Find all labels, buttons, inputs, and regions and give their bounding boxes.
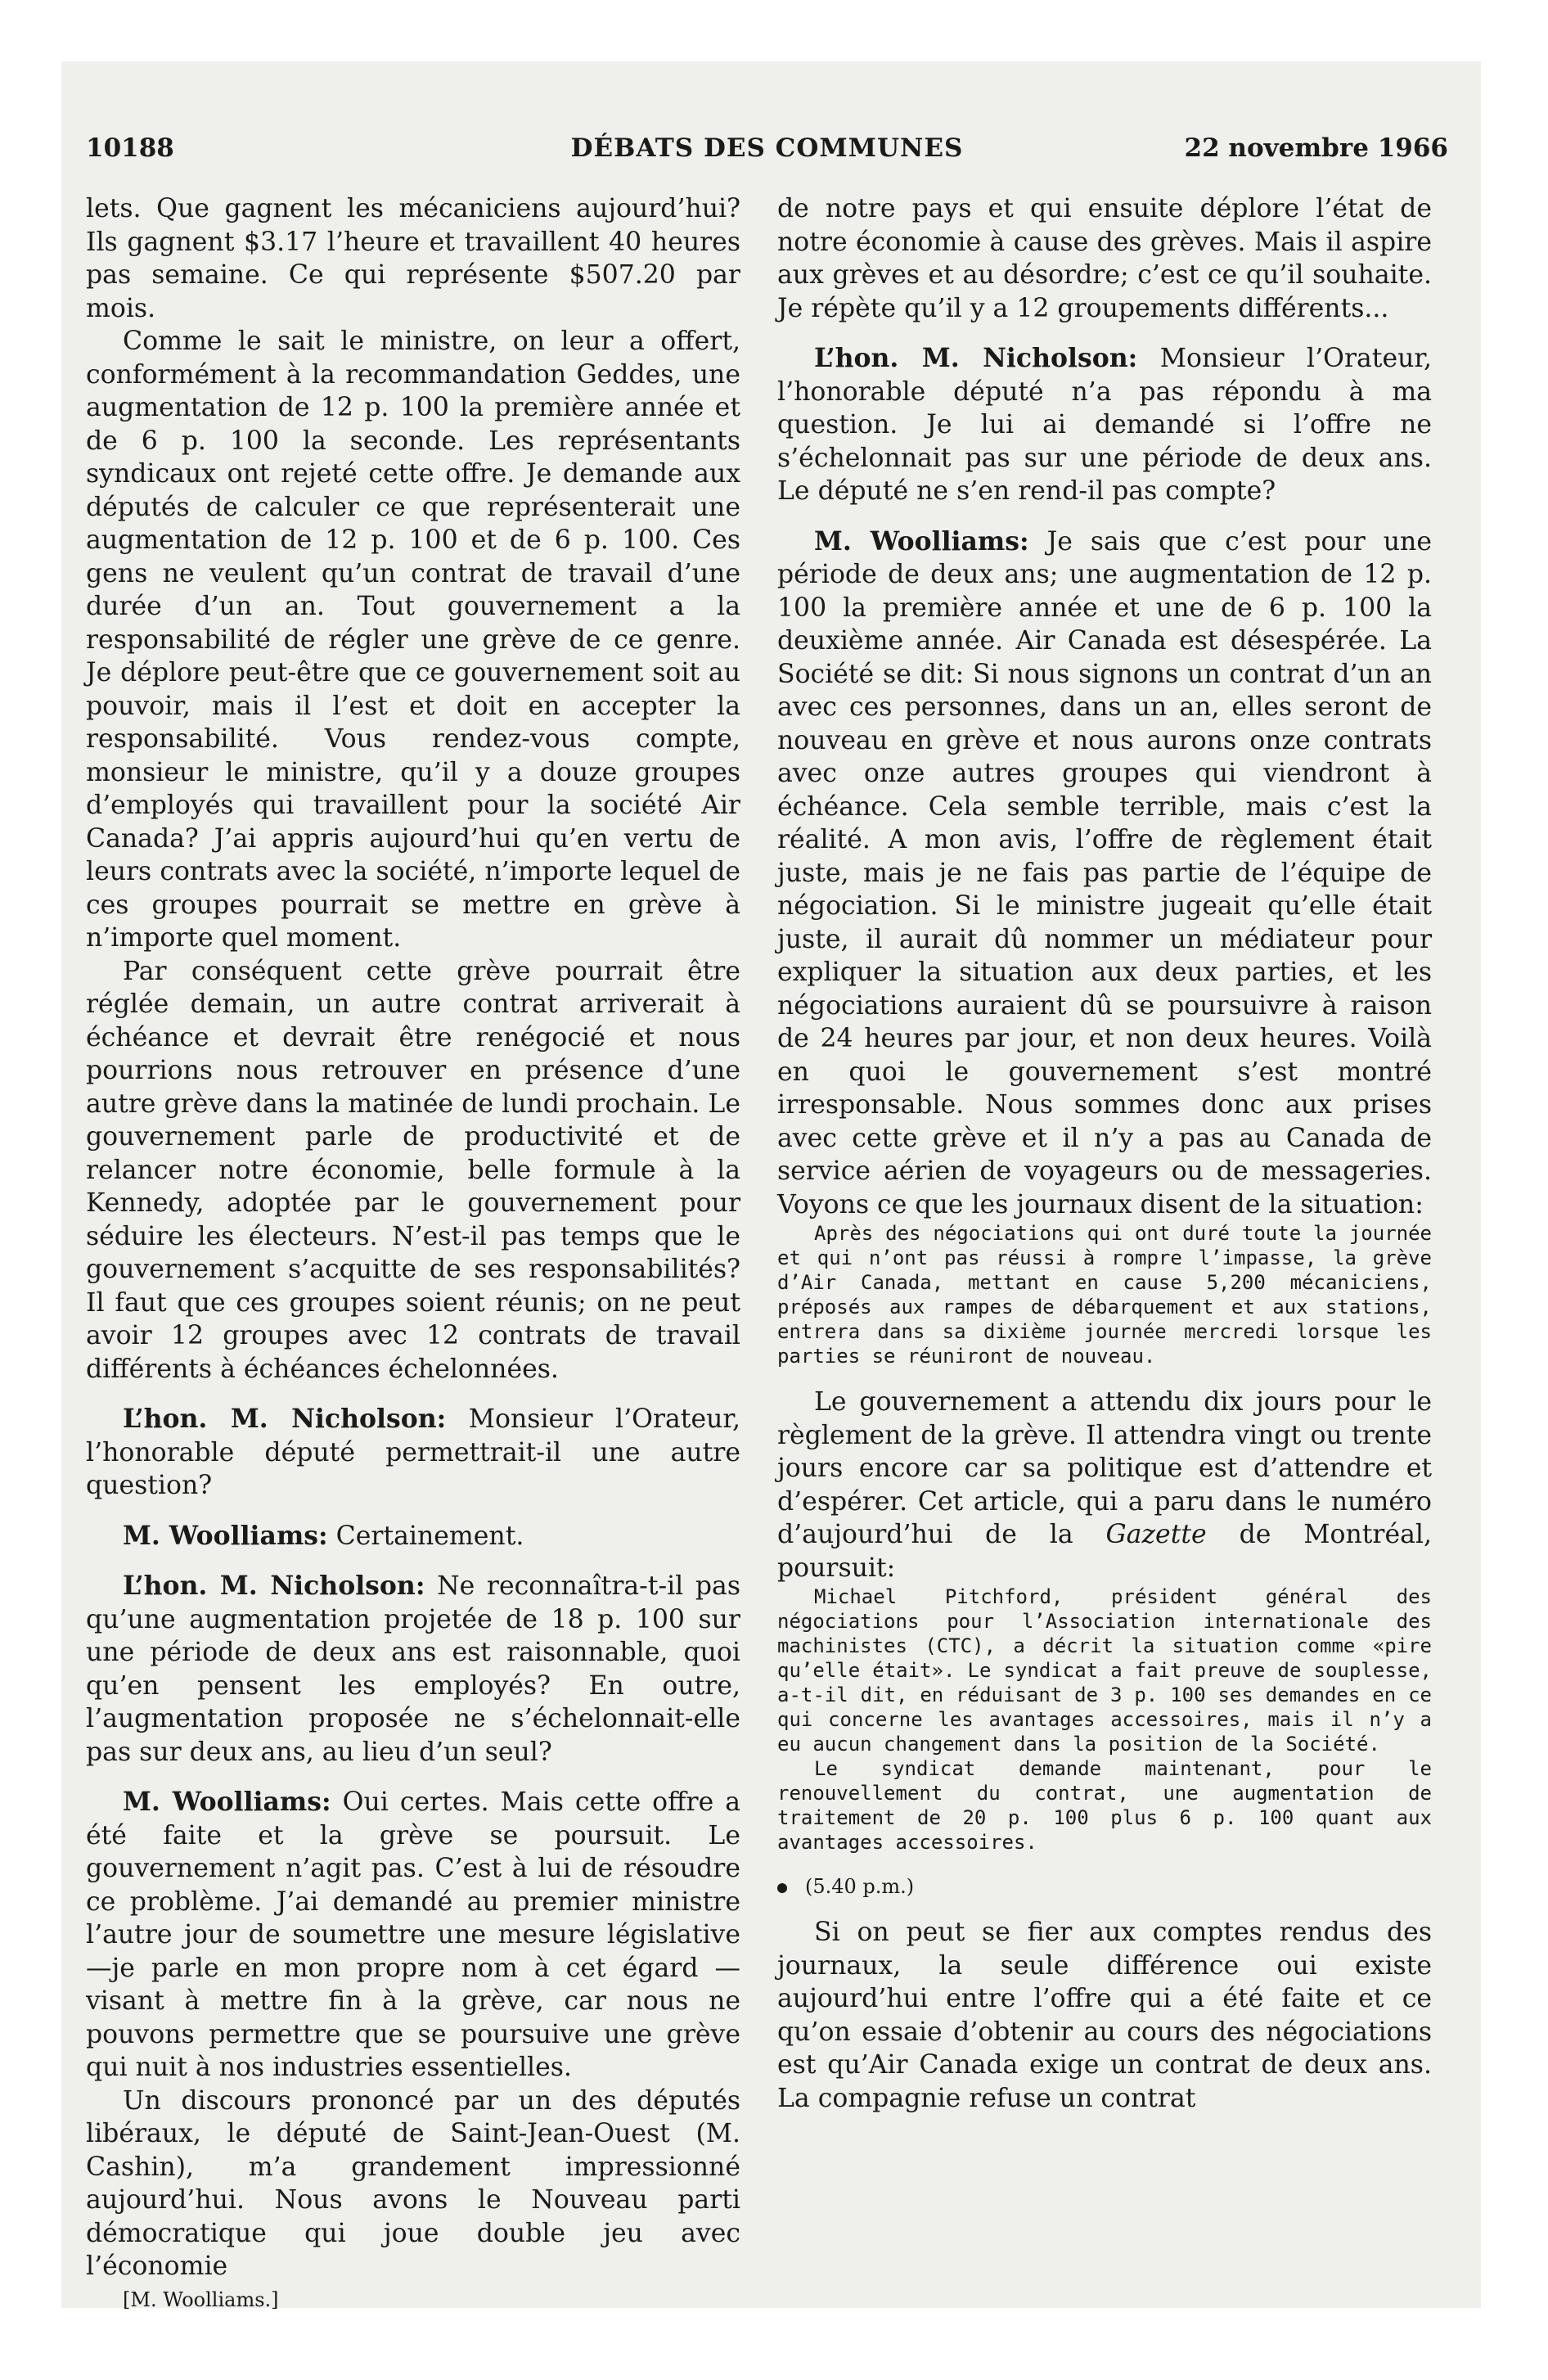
speech-text: Je sais que c’est pour une période de deux ans; une augmentation de 12 p. 100 la première année et une de 6 p. 100 la deuxième année. Air Canada est désespérée. La Société se dit: Si nous signons un contrat d’un an avec ces personnes, dans un an, elles seront de nouveau en grève et nous aurons onze contrats avec onze autres groupes qui viendront à échéance. Cela semble terrible, mais c’est la réalité. A mon avis, l’offre de règlement était juste, mais je ne fais pas partie de l’équipe de négociation. Si le ministre jugeait qu’elle était juste, il aurait dû nommer un médiateur pour expliquer la situation aux deux parties, et les négociations auraient dû se poursuivre à raison de 24 heures par jour, et non deux heures. Voilà en quoi le gouvernement s’est montré irresponsable. Nous sommes donc aux prises avec cette grève et il n’y a pas au Canada de service aérien de voyageurs ou de messageries. Voyons ce que les journaux disent de la situation:	[777, 526, 1432, 1219]
speaker-name: M. Woolliams:	[814, 525, 1029, 557]
speech-text: Certainement.	[335, 1521, 524, 1551]
publication-title: DÉBATS DES COMMUNES	[570, 133, 964, 163]
speech	[86, 1570, 740, 1769]
speech	[86, 1786, 740, 2085]
paragraph-text: Le gouvernement a attendu dix jours pour le règlement de la grève. Il attendra vingt ou trente jours encore car sa politique est d’attendre et d’espérer. Cet article, qui a paru dans le numéro d’aujourd’hui de la	[777, 1387, 1432, 1549]
paragraph: de notre pays et qui ensuite déplore l’état de notre économie à cause des grèves. Mais il aspire aux grèves et au désordre; c’est ce qu’il souhaite. Je répète qu’il y a 12 groupements différents...	[777, 194, 1432, 323]
left-column	[86, 192, 740, 2316]
paragraph: lets. Que gagnent les mécaniciens aujourd’hui? Ils gagnent $3.17 l’heure et travaillent 40 heures pas semaine. Ce qui représente $507.20 par mois.	[86, 194, 740, 323]
speaker-name: L’hon. M. Nicholson:	[814, 343, 1138, 373]
newspaper-quote: Le syndicat demande maintenant, pour le renouvellement du contrat, une augmentation de traitement de 20 p. 100 plus 6 p. 100 quant aux avantages accessoires.	[777, 1757, 1432, 1854]
speech	[777, 342, 1432, 508]
paragraph	[777, 1386, 1432, 1584]
speech-text: Oui certes. Mais cette offre a été faite et la grève se poursuit. Le gouvernement n’agit pas. C’est à lui de résoudre ce problème. J’ai demandé au premier ministre l’autre jour de soumettre une mesure législative—je parle en mon propre nom à cet égard —visant à mettre fin à la grève, car nous ne pouvons permettre que se poursuive une grève qui nuit à nos industries essentielles.	[86, 1787, 740, 2082]
speech	[86, 1403, 740, 1503]
bullet-icon	[777, 1883, 787, 1893]
speech	[86, 1520, 740, 1553]
page-sheet	[61, 61, 1481, 2311]
speaker-name: L’hon. M. Nicholson:	[123, 1571, 425, 1601]
speaker-signature: [M. Woolliams.]	[123, 2288, 279, 2311]
time-marker	[777, 1874, 1432, 1899]
paragraph-text: de Montréal, poursuit:	[777, 1520, 1432, 1583]
speech	[777, 525, 1432, 1222]
speech-text: Monsieur l’Orateur, l’honorable député permettrait-il une autre question?	[86, 1404, 740, 1500]
speech-text: Ne reconnaîtra-t-il pas qu’une augmentation projetée de 18 p. 100 sur une période de deux ans est raisonnable, quoi qu’en pensent les employés? En outre, l’augmentation proposée ne s’échelonnait-elle pas sur deux ans, au lieu d’un seul?	[86, 1571, 740, 1767]
speaker-name: L’hon. M. Nicholson:	[123, 1404, 447, 1434]
paragraph: Un discours prononcé par un des députés libéraux, le député de Saint-Jean-Ouest (M. Cashin), m’a grandement impressionné aujourd’hui. Nous avons le Nouveau parti démocratique qui joue double jeu avec l’économie	[86, 2085, 740, 2281]
paragraph: Si on peut se fier aux comptes rendus des journaux, la seule différence oui existe aujourd’hui entre l’offre qui a été faite et ce qu’on essaie d’obtenir au cours des négociations est qu’Air Canada exige un contrat de deux ans. La compagnie refuse un contrat	[777, 1918, 1432, 2113]
speech-text: Monsieur l’Orateur, l’honorable député n’a pas répondu à ma question. Je lui ai demandé si l’offre ne s’échelonnait pas sur une période de deux ans. Le député ne s’en rend-il pas compte?	[777, 344, 1432, 506]
page-date: 22 novembre 1966	[1184, 133, 1448, 163]
paragraph: Comme le sait le ministre, on leur a offert, conformément à la recommandation Geddes, une augmentation de 12 p. 100 la première année et de 6 p. 100 la seconde. Les représentants syndicaux ont rejeté cette offre. Je demande aux députés de calculer ce que représenterait une augmentation de 12 p. 100 et de 6 p. 100. Ces gens ne veulent qu’un contrat de travail d’une durée d’un an. Tout gouvernement a la responsabilité de régler une grève de ce genre. Je déplore peut-être que ce gouvernement soit au pouvoir, mais il l’est et doit en accepter la responsabilité. Vous rendez-vous compte, monsieur le ministre, qu’il y a douze groupes d’employés qui travaillent pour la société Air Canada? J’ai appris aujourd’hui qu’en vertu de leurs contrats avec la société, n’importe lequel de ces groupes pourrait se mettre en grève à n’importe quel moment.	[86, 327, 740, 953]
time-stamp: (5.40 p.m.)	[805, 1875, 915, 1898]
speaker-name: M. Woolliams:	[123, 1787, 331, 1817]
newspaper-quote: Après des négociations qui ont duré toute la journée et qui n’ont pas réussi à rompre l’impasse, la grève d’Air Canada, mettant en cause 5,200 mécaniciens, préposés aux rampes de débarquement et aux stations, entrera dans sa dixième journée mercredi lorsque les parties se réuniront de nouveau.	[777, 1222, 1432, 1368]
page-header	[86, 133, 1448, 174]
paragraph: Par conséquent cette grève pourrait être réglée demain, un autre contrat arriverait à échéance et devrait être renégocié et nous pourrions nous retrouver en présence d’une autre grève dans la matinée de lundi prochain. Le gouvernement parle de productivité et de relancer notre économie, belle formule à la Kennedy, adoptée par le gouvernement pour séduire les électeurs. N’est-il pas temps que le gouvernement s’acquitte de ses responsabilités? Il faut que ces groupes soient réunis; on ne peut avoir 12 groupes avec 12 contrats de travail différents à échéances échelonnées.	[86, 956, 740, 1384]
newspaper-quote: Michael Pitchford, président général des négociations pour l’Association internationale des machinistes (CTC), a décrit la situation comme «pire qu’elle était». Le syndicat a fait preuve de souplesse, a-t-il dit, en réduisant de 3 p. 100 ses demandes en ce qui concerne les avantages accessoires, mais il n’y a eu aucun changement dans la position de la Société.	[777, 1585, 1432, 1756]
newspaper-name: Gazette	[1105, 1520, 1207, 1549]
page-number: 10188	[86, 133, 174, 163]
speaker-name: M. Woolliams:	[123, 1520, 328, 1551]
right-column	[777, 192, 1432, 2115]
